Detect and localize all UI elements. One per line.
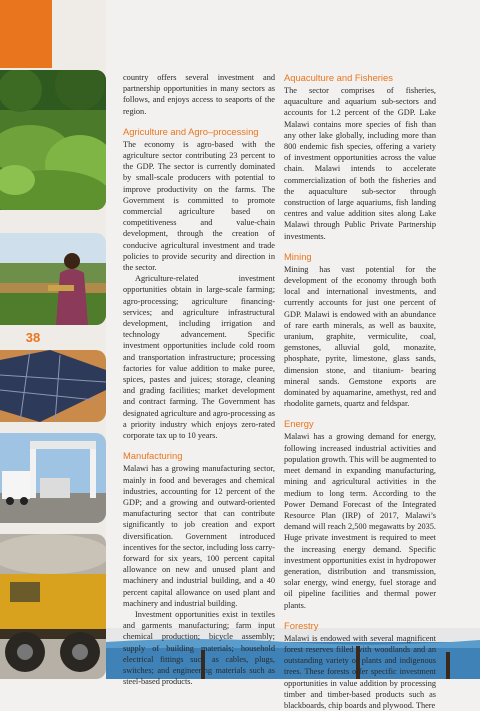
page-number: 38 bbox=[25, 330, 41, 345]
mining-paragraph: Mining has vast potential for the development of the economy through both local and international investments, and currently accounts for just one percent of GDP. Malawi is endowed with an abundance of rare earth minerals, as well as bauxite, uranium, graphite, vermiculite, coal, gemstones, alluvial gold, monazite, phosphate, pyrite, limestone, glass sands, dimension stone, and titanium- bearing mineral sands. Gemstone exports are dominated by aquamarine, amethyst, red and rhodolite garnets, quartz and feldspar. bbox=[284, 264, 436, 409]
agriculture-paragraph-1: The economy is agro-based with the agriculture sector contributing 23 percent to the GDP. The sector is currently dominated by small-scale producers with potential to improve productivity on the farms. The Government is committed to promote commercial agriculture based on competitiveness and value-chain development, through the creation of conducive agricultural investment and trade policies to provide security and direction in the sector. bbox=[123, 139, 275, 273]
section-heading-aquaculture: Aquaculture and Fisheries bbox=[284, 72, 393, 83]
section-heading-agriculture: Agriculture and Agro–processing bbox=[123, 125, 259, 137]
tea-plantation-photo bbox=[0, 70, 106, 210]
mining-truck-photo bbox=[0, 534, 106, 679]
agriculture-paragraph-2: Agriculture-related investment opportunities obtain in large-scale farming; agro-processing; agriculture financing-services; and agriculture infrastructural development, including irrigation and technology advancement. Specific investment opportunities include cold room and transportation infrastructure; processing factories for value addition to make puree, spices, pastes and juices; storage, cleaning and grading facilities; market development and contract farming. The Government has designated agriculture and agro-processing as a priority industry which enjoys zero-rated corporate tax up to 10 years. bbox=[123, 274, 275, 441]
aquaculture-paragraph: The sector comprises of fisheries, aquaculture and aquarium sub-sectors and accounts for 1.2 percent of the GDP. Lake Malawi contains more species of fish than any other lake globally, including more than 800 endemic fish species, offering a variety of investment opportunities across the value chain. Malawi intends to accelerate commercialization of both the fisheries and the aquaculture sub-sector through construction of large aquariums, fish landing centres and value addition sites along Lake Malawi through Public Private Partnership investments. bbox=[284, 86, 436, 241]
manufacturing-paragraph-2: Investment opportunities exist in textiles and garments manufacturing; farm input chemical production; bicycle assembly; supply of building materials; household electrical fittings such as cables, plugs, switches; and engineering materials such as steel-based products. bbox=[123, 609, 275, 687]
solar-panels-photo bbox=[0, 350, 106, 422]
text-column-right bbox=[284, 72, 436, 711]
orange-corner-tab bbox=[0, 0, 52, 68]
section-heading-mining: Mining bbox=[284, 250, 312, 262]
forestry-paragraph: Malawi is endowed with several magnificent forest reserves filled with woodlands and an outstanding variety of plants and indigenous trees. These forests offer specific investment opportunities in value addition by processing timber and timber-based products such as blackboards, chip boards and plywood. There bbox=[284, 633, 436, 710]
intro-paragraph: country offers several investment and partnership opportunities in many sectors as follows, and enjoys access to seaports of the region. bbox=[123, 73, 275, 116]
farmer-with-crops-photo bbox=[0, 233, 106, 325]
trucks-at-gantry-photo bbox=[0, 433, 106, 523]
manufacturing-paragraph-1: Malawi has a growing manufacturing sector, mainly in food and beverages and chemical industries, accounting for 12 percent of the GDP; and a growing and outward-oriented manufacturing sector that can contribute significantly to job creation and export diversification. Government introduced incentives for the sector, including loss carry-forward for six years, 100 percent capital allowance on new and unused plant and machinery and industrial building, and a 40 percent capital allowance on used plant and machinery and industrial building. bbox=[123, 464, 275, 608]
text-column-left bbox=[123, 72, 275, 687]
energy-paragraph: Malawi has a growing demand for energy, following increased industrial activities and population growth. This will be augmented to meet demand in expanding manufacturing, mining and agricultural activities in the medium to long term. According to the Power Demand Forecast of the Integrated Resource Plan (IRP) of 2017, Malawi’s demand will reach 2,500 megawatts by 2035. Huge private investment is required to meet the increasing energy demand. Specific investment opportunities exist in hydropower generation, distribution and transmission, solar energy, wind energy, fuel storage and oil pipeline facilities and thermal power plants. bbox=[284, 432, 436, 610]
section-heading-manufacturing: Manufacturing bbox=[123, 450, 183, 462]
section-heading-energy: Energy bbox=[284, 418, 314, 430]
section-heading-forestry: Forestry bbox=[284, 619, 319, 631]
